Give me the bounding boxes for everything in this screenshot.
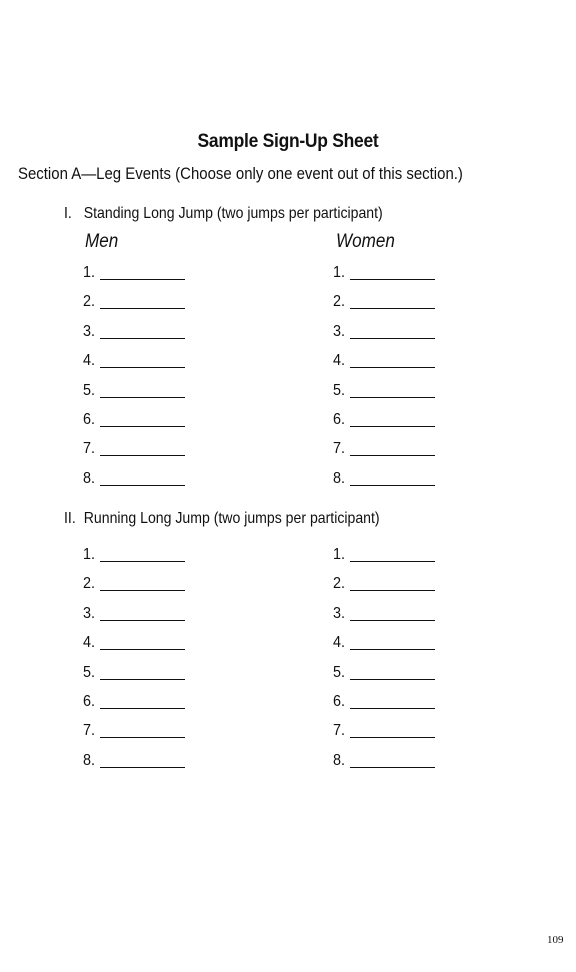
signature-line[interactable] [100, 397, 185, 398]
signature-line[interactable] [100, 649, 185, 650]
signature-line[interactable] [100, 561, 185, 562]
entry-number: 4. [83, 352, 96, 370]
signup-entry-men [83, 411, 203, 431]
section-heading: Section A—Leg Events (Choose only one event out of this section.) [18, 164, 463, 183]
signature-line[interactable] [100, 308, 185, 309]
entry-number: 8. [333, 469, 346, 487]
signup-entry-women [333, 664, 453, 684]
page-number: 109 [547, 934, 564, 946]
entry-number: 5. [333, 663, 346, 681]
entry-number: 1. [83, 264, 96, 281]
entry-number: 7. [333, 722, 346, 740]
signup-entry-women [333, 722, 453, 742]
signature-line[interactable] [100, 737, 185, 738]
signature-line[interactable] [100, 485, 185, 486]
signature-line[interactable] [350, 737, 435, 738]
signup-entry-men [83, 546, 203, 566]
signature-line[interactable] [350, 679, 435, 680]
signup-entry-men [83, 352, 203, 372]
signup-entry-men [83, 605, 203, 625]
signature-line[interactable] [350, 308, 435, 309]
entry-number: 4. [333, 634, 346, 652]
entry-number: 1. [333, 546, 346, 563]
entry-number: 7. [83, 440, 96, 458]
signature-line[interactable] [100, 338, 185, 339]
signup-entry-men [83, 440, 203, 460]
signup-entry-women [333, 352, 453, 372]
signup-entry-women [333, 752, 453, 772]
signature-line[interactable] [350, 485, 435, 486]
signature-line[interactable] [350, 561, 435, 562]
signup-entry-men [83, 293, 203, 313]
entry-number: 2. [83, 293, 96, 311]
entry-number: 7. [83, 722, 96, 740]
signature-line[interactable] [100, 279, 185, 280]
signup-entry-men [83, 323, 203, 343]
entry-number: 7. [333, 440, 346, 458]
entry-number: 4. [333, 352, 346, 370]
entry-number: 6. [83, 693, 96, 710]
part-numeral: II. [64, 510, 76, 527]
entry-number: 2. [333, 293, 346, 311]
signup-entry-women [333, 411, 453, 431]
signup-entry-men [83, 752, 203, 772]
column-heading-men: Men [85, 231, 119, 252]
signup-entry-men [83, 575, 203, 595]
part-numeral: I. [64, 205, 72, 222]
signup-entry-women [333, 323, 453, 343]
part-title: Standing Long Jump (two jumps per participant) [83, 205, 383, 222]
signup-entry-men [83, 722, 203, 742]
signature-line[interactable] [350, 767, 435, 768]
entry-number: 2. [333, 575, 346, 593]
entry-number: 1. [83, 546, 96, 563]
signup-entry-women [333, 575, 453, 595]
signature-line[interactable] [100, 679, 185, 680]
signup-entry-men [83, 470, 203, 490]
entry-number: 8. [83, 469, 96, 487]
signature-line[interactable] [100, 620, 185, 621]
signup-entry-women [333, 440, 453, 460]
entry-number: 6. [83, 411, 96, 428]
signature-line[interactable] [100, 367, 185, 368]
signature-line[interactable] [350, 426, 435, 427]
signature-line[interactable] [350, 367, 435, 368]
signup-entry-men [83, 264, 203, 284]
signature-line[interactable] [100, 590, 185, 591]
part-heading-standing-long-jump [64, 205, 383, 223]
entry-number: 4. [83, 634, 96, 652]
signup-entry-women [333, 264, 453, 284]
entry-number: 3. [333, 604, 346, 622]
signature-line[interactable] [350, 620, 435, 621]
column-heading-women: Women [336, 231, 395, 252]
signature-line[interactable] [100, 767, 185, 768]
signup-entry-women [333, 470, 453, 490]
part-title: Running Long Jump (two jumps per participant) [83, 510, 380, 527]
entry-number: 3. [83, 322, 96, 340]
entry-number: 6. [333, 411, 346, 428]
entry-number: 2. [83, 575, 96, 593]
signature-line[interactable] [350, 338, 435, 339]
signature-line[interactable] [100, 426, 185, 427]
signature-line[interactable] [350, 649, 435, 650]
signature-line[interactable] [100, 455, 185, 456]
entry-number: 5. [333, 381, 346, 399]
signature-line[interactable] [350, 279, 435, 280]
entry-number: 8. [83, 751, 96, 769]
signup-entry-men [83, 693, 203, 713]
signature-line[interactable] [350, 708, 435, 709]
signup-entry-women [333, 546, 453, 566]
entry-number: 5. [83, 663, 96, 681]
signup-entry-men [83, 664, 203, 684]
entry-number: 6. [333, 693, 346, 710]
signature-line[interactable] [350, 397, 435, 398]
part-heading-running-long-jump [64, 510, 380, 528]
signature-line[interactable] [350, 455, 435, 456]
entry-number: 1. [333, 264, 346, 281]
signup-entry-women [333, 693, 453, 713]
signature-line[interactable] [100, 708, 185, 709]
signup-entry-men [83, 634, 203, 654]
signup-entry-men [83, 382, 203, 402]
entry-number: 3. [83, 604, 96, 622]
signature-line[interactable] [350, 590, 435, 591]
entry-number: 3. [333, 322, 346, 340]
entry-number: 8. [333, 751, 346, 769]
signup-entry-women [333, 634, 453, 654]
page-title: Sample Sign-Up Sheet [197, 131, 379, 152]
signup-entry-women [333, 382, 453, 402]
signup-entry-women [333, 293, 453, 313]
signup-entry-women [333, 605, 453, 625]
entry-number: 5. [83, 381, 96, 399]
